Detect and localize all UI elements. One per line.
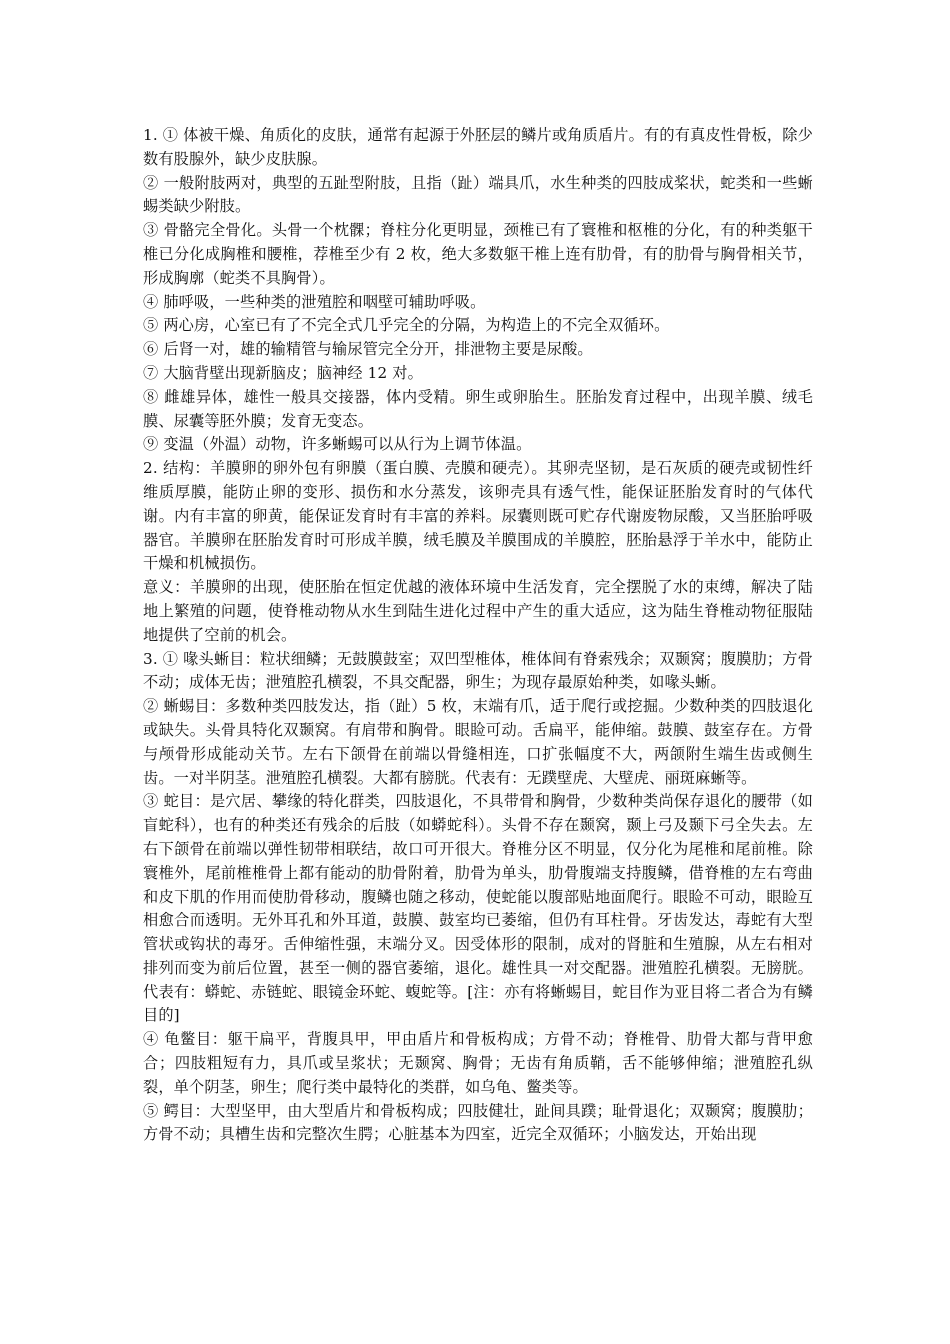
paragraph-3-testudines: ④ 龟鳖目：躯干扁平，背腹具甲，甲由盾片和骨板构成；方骨不动；脊椎骨、肋骨大都与背甲愈合；四肢粗短有力，具爪或呈浆状；无颞窝、胸骨；无齿有角质鞘，舌不能够伸缩；泄殖腔孔纵裂，单个阴茎，卵生；爬行类中最特化的类群，如乌龟、鳖类等。	[143, 1030, 813, 1096]
paragraph-1-characteristics-heart: ⑤ 两心房，心室已有了不完全式几乎完全的分隔，为构造上的不完全双循环。	[143, 316, 670, 335]
document-body	[143, 124, 813, 1147]
paragraph-3-lacertilia: ② 蜥蜴目：多数种类四肢发达，指（趾）5 枚，末端有爪，适于爬行或挖掘。少数种类的四肢退化或缺失。头骨具特化双颞窝。有肩带和胸骨。眼睑可动。舌扁平，能伸缩。鼓膜、鼓室存在。方骨与颅骨形成能动关节。左右下颌骨在前端以骨缝相连，口扩张幅度不大，两颌附生端生齿或侧生齿。一对半阴茎。泄殖腔孔横裂。大都有膀胱。代表有：无蹼壁虎、大壁虎、丽斑麻蜥等。	[143, 697, 813, 787]
paragraph-1-characteristics-reproduction: ⑧ 雌雄异体，雄性一般具交接器，体内受精。卵生或卵胎生。胚胎发育过程中，出现羊膜、绒毛膜、尿囊等胚外膜；发育无变态。	[143, 387, 813, 430]
paragraph-1-characteristics-temperature: ⑨ 变温（外温）动物，许多蜥蜴可以从行为上调节体温。	[143, 435, 532, 454]
paragraph-1-characteristics-respiration: ④ 肺呼吸，一些种类的泄殖腔和咽壁可辅助呼吸。	[143, 292, 486, 311]
paragraph-2-amniotic-egg-structure: 2. 结构：羊膜卵的卵外包有卵膜（蛋白膜、壳膜和硬壳）。其卵壳坚韧，是石灰质的硬壳或韧性纤维质厚膜，能防止卵的变形、损伤和水分蒸发，该卵壳具有透气性，能保证胚胎发育时的气体代谢。内有丰富的卵黄，能保证发育时有丰富的养料。尿囊则既可贮存代谢废物尿酸，又当胚胎呼吸器官。羊膜卵在胚胎发育时可形成羊膜，绒毛膜及羊膜围成的羊膜腔，胚胎悬浮于羊水中，能防止干燥和机械损伤。	[143, 459, 813, 573]
paragraph-1-characteristics-skeleton: ③ 骨骼完全骨化。头骨一个枕髁；脊柱分化更明显，颈椎已有了寰椎和枢椎的分化，有的种类躯干椎已分化成胸椎和腰椎，荐椎至少有 2 枚，绝大多数躯干椎上连有肋骨，有的肋骨与胸骨相关节，形成胸廓（蛇类不具胸骨）。	[143, 221, 813, 287]
paragraph-3-serpentes: ③ 蛇目：是穴居、攀缘的特化群类，四肢退化，不具带骨和胸骨，少数种类尚保存退化的腰带（如盲蛇科），也有的种类还有残余的后肢（如蟒蛇科）。头骨不存在颞窝，颞上弓及颞下弓全失去。左右下颌骨在前端以弹性韧带相联结，故口可开很大。脊椎分区不明显，仅分化为尾椎和尾前椎。除寰椎外，尾前椎椎骨上都有能动的肋骨附着，肋骨为单头，肋骨腹端支持腹鳞，借脊椎的左右弯曲和皮下肌的作用而使肋骨移动，腹鳞也随之移动，使蛇能以腹部贴地面爬行。眼睑不可动，眼睑互相愈合而透明。无外耳孔和外耳道，鼓膜、鼓室均已萎缩，但仍有耳柱骨。牙齿发达，毒蛇有大型管状或钩状的毒牙。舌伸缩性强，末端分叉。因受体形的限制，成对的肾脏和生殖腺，从左右相对排列而变为前后位置，甚至一侧的器官萎缩，退化。雄性具一对交配器。泄殖腔孔横裂。无膀胱。代表有：蟒蛇、赤链蛇、眼镜金环蛇、蝮蛇等。[注：亦有将蜥蜴目，蛇目作为亚目将二者合为有鳞目的]	[143, 792, 813, 1025]
paragraph-2-amniotic-egg-significance: 意义：羊膜卵的出现，使胚胎在恒定优越的液体环境中生活发育，完全摆脱了水的束缚，解决了陆地上繁殖的问题，使脊椎动物从水生到陆生进化过程中产生的重大适应，这为陆生脊椎动物征服陆地提供了空前的机会。	[143, 578, 813, 644]
paragraph-1-characteristics-limbs: ② 一般附肢两对，典型的五趾型附肢，且指（趾）端具爪，水生种类的四肢成桨状，蛇类和一些蜥蜴类缺少附肢。	[143, 173, 813, 216]
paragraph-1-characteristics-skin: 1. ① 体被干燥、角质化的皮肤，通常有起源于外胚层的鳞片或角质盾片。有的有真皮性骨板，除少数有股腺外，缺少皮肤腺。	[143, 126, 813, 168]
paragraph-3-rhynchocephalia: 3. ① 喙头蜥目：粒状细鳞；无鼓膜鼓室；双凹型椎体，椎体间有脊索残余；双颞窝；腹膜肋；方骨不动；成体无齿；泄殖腔孔横裂，不具交配器，卵生；为现存最原始种类，如喙头蜥。	[143, 649, 813, 692]
paragraph-1-characteristics-kidney: ⑥ 后肾一对，雄的输精管与输尿管完全分开，排泄物主要是尿酸。	[143, 340, 593, 359]
paragraph-1-characteristics-brain: ⑦ 大脑背壁出现新脑皮；脑神经 12 对。	[143, 363, 423, 382]
paragraph-3-crocodilia: ⑤ 鳄目：大型坚甲，由大型盾片和骨板构成；四肢健壮，趾间具蹼；耻骨退化；双颞窝；腹膜肋；方骨不动；具槽生齿和完整次生腭；心脏基本为四室，近完全双循环；小脑发达，开始出现	[143, 1101, 813, 1144]
